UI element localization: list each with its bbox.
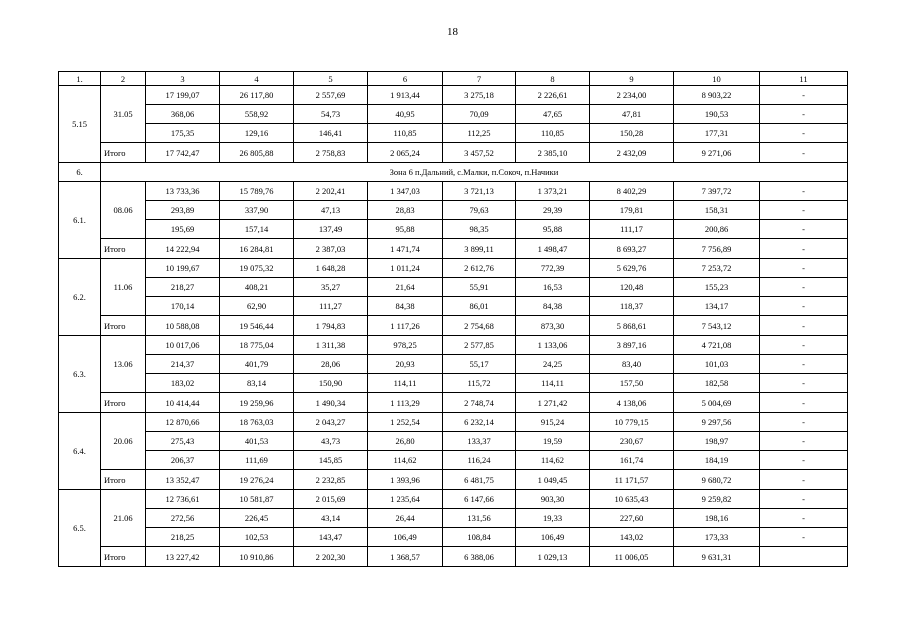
total-value-cell: 3 899,11 xyxy=(443,239,516,259)
total-value-cell: 1 794,83 xyxy=(294,316,368,336)
total-row xyxy=(59,143,848,163)
value-cell: - xyxy=(760,124,848,143)
total-value-cell: 1 393,96 xyxy=(368,470,443,490)
total-value-cell: 8 693,27 xyxy=(590,239,674,259)
value-cell: 155,23 xyxy=(674,278,760,297)
value-cell: 24,25 xyxy=(516,355,590,374)
total-value-cell: 1 471,74 xyxy=(368,239,443,259)
total-value-cell: 2 748,74 xyxy=(443,393,516,413)
column-header: 3 xyxy=(146,72,220,86)
total-label: Итого xyxy=(101,316,146,336)
value-cell: 112,25 xyxy=(443,124,516,143)
total-value-cell: 2 385,10 xyxy=(516,143,590,163)
column-header: 11 xyxy=(760,72,848,86)
value-cell: 4 721,08 xyxy=(674,336,760,355)
total-value-cell: 1 498,47 xyxy=(516,239,590,259)
value-cell: 26 117,80 xyxy=(220,86,294,105)
section-date: 21.06 xyxy=(101,490,146,547)
section-number: 5.15 xyxy=(59,86,101,163)
value-cell: 16,53 xyxy=(516,278,590,297)
value-cell: 1 011,24 xyxy=(368,259,443,278)
total-value-cell: 3 457,52 xyxy=(443,143,516,163)
value-cell: 12 736,61 xyxy=(146,490,220,509)
value-cell: 161,74 xyxy=(590,451,674,470)
value-cell: - xyxy=(760,201,848,220)
value-cell: 17 199,07 xyxy=(146,86,220,105)
value-cell: 47,81 xyxy=(590,105,674,124)
value-cell: 173,33 xyxy=(674,528,760,547)
total-value-cell: 9 631,31 xyxy=(674,547,760,567)
value-cell: 1 648,28 xyxy=(294,259,368,278)
total-value-cell: 19 276,24 xyxy=(220,470,294,490)
value-cell: 118,37 xyxy=(590,297,674,316)
value-cell: 114,11 xyxy=(368,374,443,393)
value-cell: 195,69 xyxy=(146,220,220,239)
value-cell: 54,73 xyxy=(294,105,368,124)
table-row xyxy=(59,220,848,239)
value-cell: 12 870,66 xyxy=(146,413,220,432)
value-cell: 145,85 xyxy=(294,451,368,470)
total-value-cell: 19 259,96 xyxy=(220,393,294,413)
value-cell: 108,84 xyxy=(443,528,516,547)
total-value-cell: 14 222,94 xyxy=(146,239,220,259)
value-cell: 1 347,03 xyxy=(368,182,443,201)
value-cell: 102,53 xyxy=(220,528,294,547)
total-value-cell: - xyxy=(760,316,848,336)
section-number: 6.1. xyxy=(59,182,101,259)
column-header: 1. xyxy=(59,72,101,86)
value-cell: 200,86 xyxy=(674,220,760,239)
total-value-cell: 7 543,12 xyxy=(674,316,760,336)
table-row xyxy=(59,413,848,432)
value-cell: 18 775,04 xyxy=(220,336,294,355)
column-header: 8 xyxy=(516,72,590,86)
total-row xyxy=(59,239,848,259)
value-cell: 6 232,14 xyxy=(443,413,516,432)
total-value-cell: 7 756,89 xyxy=(674,239,760,259)
value-cell: 35,27 xyxy=(294,278,368,297)
value-cell: 120,48 xyxy=(590,278,674,297)
value-cell: 15 789,76 xyxy=(220,182,294,201)
value-cell: 1 252,54 xyxy=(368,413,443,432)
value-cell: 133,37 xyxy=(443,432,516,451)
column-header: 10 xyxy=(674,72,760,86)
value-cell: - xyxy=(760,355,848,374)
total-value-cell: 9 271,06 xyxy=(674,143,760,163)
header-row xyxy=(59,72,848,86)
value-cell: 43,73 xyxy=(294,432,368,451)
value-cell: - xyxy=(760,413,848,432)
value-cell: 368,06 xyxy=(146,105,220,124)
section-number: 6.4. xyxy=(59,413,101,490)
value-cell: - xyxy=(760,374,848,393)
value-cell: 131,56 xyxy=(443,509,516,528)
value-cell: 214,37 xyxy=(146,355,220,374)
value-cell: 2 557,69 xyxy=(294,86,368,105)
value-cell: - xyxy=(760,220,848,239)
value-cell: 111,69 xyxy=(220,451,294,470)
value-cell: 2 577,85 xyxy=(443,336,516,355)
value-cell: 62,90 xyxy=(220,297,294,316)
value-cell: 3 897,16 xyxy=(590,336,674,355)
value-cell: 98,35 xyxy=(443,220,516,239)
total-value-cell: 2 432,09 xyxy=(590,143,674,163)
value-cell: 43,14 xyxy=(294,509,368,528)
value-cell: 114,62 xyxy=(516,451,590,470)
value-cell: 915,24 xyxy=(516,413,590,432)
total-row xyxy=(59,470,848,490)
value-cell: 13 733,36 xyxy=(146,182,220,201)
total-label: Итого xyxy=(101,143,146,163)
value-cell: - xyxy=(760,490,848,509)
value-cell: 143,47 xyxy=(294,528,368,547)
total-value-cell: 1 113,29 xyxy=(368,393,443,413)
page-number: 18 xyxy=(447,26,458,38)
value-cell: 115,72 xyxy=(443,374,516,393)
value-cell: - xyxy=(760,105,848,124)
total-value-cell: 16 284,81 xyxy=(220,239,294,259)
value-cell: 21,64 xyxy=(368,278,443,297)
value-cell: 134,17 xyxy=(674,297,760,316)
value-cell: 18 763,03 xyxy=(220,413,294,432)
value-cell: 114,11 xyxy=(516,374,590,393)
table-row xyxy=(59,124,848,143)
value-cell: 47,13 xyxy=(294,201,368,220)
value-cell: 110,85 xyxy=(516,124,590,143)
value-cell: 28,06 xyxy=(294,355,368,374)
value-cell: - xyxy=(760,86,848,105)
column-header: 6 xyxy=(368,72,443,86)
value-cell: 1 133,06 xyxy=(516,336,590,355)
total-label: Итого xyxy=(101,239,146,259)
table-body xyxy=(59,72,848,567)
section-number: 6.3. xyxy=(59,336,101,413)
value-cell: 95,88 xyxy=(516,220,590,239)
section-date: 20.06 xyxy=(101,413,146,470)
value-cell: 2 015,69 xyxy=(294,490,368,509)
value-cell: 28,83 xyxy=(368,201,443,220)
value-cell: - xyxy=(760,259,848,278)
table-row xyxy=(59,201,848,220)
total-value-cell: 19 546,44 xyxy=(220,316,294,336)
column-header: 7 xyxy=(443,72,516,86)
value-cell: 10 199,67 xyxy=(146,259,220,278)
total-value-cell: 13 227,42 xyxy=(146,547,220,567)
value-cell: 83,14 xyxy=(220,374,294,393)
value-cell: 29,39 xyxy=(516,201,590,220)
value-cell: 10 581,87 xyxy=(220,490,294,509)
total-value-cell: 9 680,72 xyxy=(674,470,760,490)
value-cell: 177,31 xyxy=(674,124,760,143)
column-header: 2 xyxy=(101,72,146,86)
total-value-cell: 6 481,75 xyxy=(443,470,516,490)
total-value-cell: 1 049,45 xyxy=(516,470,590,490)
value-cell: 106,49 xyxy=(516,528,590,547)
column-header: 9 xyxy=(590,72,674,86)
total-value-cell: 17 742,47 xyxy=(146,143,220,163)
data-table xyxy=(58,71,848,567)
total-value-cell: - xyxy=(760,393,848,413)
value-cell: 401,79 xyxy=(220,355,294,374)
value-cell: 198,97 xyxy=(674,432,760,451)
value-cell: 9 297,56 xyxy=(674,413,760,432)
value-cell: 111,27 xyxy=(294,297,368,316)
value-cell: 157,14 xyxy=(220,220,294,239)
value-cell: 9 259,82 xyxy=(674,490,760,509)
value-cell: 2 234,00 xyxy=(590,86,674,105)
value-cell: 83,40 xyxy=(590,355,674,374)
zone-title: Зона 6 п.Дальний, с.Малки, п.Сокоч, п.Начики xyxy=(101,163,848,182)
total-row xyxy=(59,316,848,336)
value-cell: 55,17 xyxy=(443,355,516,374)
table-row xyxy=(59,528,848,547)
value-cell: 101,03 xyxy=(674,355,760,374)
value-cell: 3 275,18 xyxy=(443,86,516,105)
value-cell: 1 311,38 xyxy=(294,336,368,355)
total-value-cell: 2 232,85 xyxy=(294,470,368,490)
value-cell: 272,56 xyxy=(146,509,220,528)
value-cell: 137,49 xyxy=(294,220,368,239)
value-cell: 26,80 xyxy=(368,432,443,451)
value-cell: 184,19 xyxy=(674,451,760,470)
value-cell: 110,85 xyxy=(368,124,443,143)
value-cell: 175,35 xyxy=(146,124,220,143)
value-cell: - xyxy=(760,451,848,470)
value-cell: 129,16 xyxy=(220,124,294,143)
section-date: 31.05 xyxy=(101,86,146,143)
value-cell: 40,95 xyxy=(368,105,443,124)
total-value-cell: 4 138,06 xyxy=(590,393,674,413)
value-cell: 772,39 xyxy=(516,259,590,278)
value-cell: 2 202,41 xyxy=(294,182,368,201)
value-cell: 226,45 xyxy=(220,509,294,528)
value-cell: 8 903,22 xyxy=(674,86,760,105)
total-value-cell: 1 368,57 xyxy=(368,547,443,567)
table-row xyxy=(59,182,848,201)
total-label: Итого xyxy=(101,470,146,490)
total-value-cell: 5 004,69 xyxy=(674,393,760,413)
total-value-cell: 873,30 xyxy=(516,316,590,336)
value-cell: 218,27 xyxy=(146,278,220,297)
table-row xyxy=(59,432,848,451)
value-cell: 47,65 xyxy=(516,105,590,124)
table-row xyxy=(59,259,848,278)
total-value-cell: 6 388,06 xyxy=(443,547,516,567)
total-value-cell: 2 387,03 xyxy=(294,239,368,259)
total-row xyxy=(59,547,848,567)
value-cell: 150,90 xyxy=(294,374,368,393)
table-row xyxy=(59,451,848,470)
value-cell: 84,38 xyxy=(368,297,443,316)
value-cell: 218,25 xyxy=(146,528,220,547)
value-cell: 150,28 xyxy=(590,124,674,143)
total-value-cell: - xyxy=(760,143,848,163)
value-cell: 337,90 xyxy=(220,201,294,220)
value-cell: 95,88 xyxy=(368,220,443,239)
value-cell: 19,33 xyxy=(516,509,590,528)
section-date: 11.06 xyxy=(101,259,146,316)
table-row xyxy=(59,490,848,509)
column-header: 5 xyxy=(294,72,368,86)
value-cell: 79,63 xyxy=(443,201,516,220)
total-value-cell: 5 868,61 xyxy=(590,316,674,336)
total-value-cell: 2 065,24 xyxy=(368,143,443,163)
value-cell: 5 629,76 xyxy=(590,259,674,278)
value-cell: 19 075,32 xyxy=(220,259,294,278)
value-cell: 1 913,44 xyxy=(368,86,443,105)
value-cell: 558,92 xyxy=(220,105,294,124)
value-cell: 408,21 xyxy=(220,278,294,297)
value-cell: 190,53 xyxy=(674,105,760,124)
table-row xyxy=(59,105,848,124)
value-cell: 7 253,72 xyxy=(674,259,760,278)
value-cell: 1 373,21 xyxy=(516,182,590,201)
value-cell: 19,59 xyxy=(516,432,590,451)
total-value-cell: 1 029,13 xyxy=(516,547,590,567)
value-cell: 55,91 xyxy=(443,278,516,297)
value-cell: 146,41 xyxy=(294,124,368,143)
value-cell: 903,30 xyxy=(516,490,590,509)
zone-number: 6. xyxy=(59,163,101,182)
value-cell: 8 402,29 xyxy=(590,182,674,201)
value-cell: 978,25 xyxy=(368,336,443,355)
table-row xyxy=(59,278,848,297)
total-value-cell: 1 117,26 xyxy=(368,316,443,336)
value-cell: 116,24 xyxy=(443,451,516,470)
table-row xyxy=(59,297,848,316)
total-value-cell: 10 588,08 xyxy=(146,316,220,336)
total-value-cell: - xyxy=(760,239,848,259)
total-value-cell: 10 910,86 xyxy=(220,547,294,567)
value-cell: 84,38 xyxy=(516,297,590,316)
total-value-cell: 10 414,44 xyxy=(146,393,220,413)
value-cell: - xyxy=(760,297,848,316)
table-row xyxy=(59,86,848,105)
value-cell: 143,02 xyxy=(590,528,674,547)
value-cell: 3 721,13 xyxy=(443,182,516,201)
value-cell: 179,81 xyxy=(590,201,674,220)
table-row xyxy=(59,355,848,374)
table-row xyxy=(59,336,848,355)
value-cell: 206,37 xyxy=(146,451,220,470)
value-cell: 182,58 xyxy=(674,374,760,393)
total-value-cell: 1 490,34 xyxy=(294,393,368,413)
value-cell: 86,01 xyxy=(443,297,516,316)
value-cell: 158,31 xyxy=(674,201,760,220)
value-cell: 198,16 xyxy=(674,509,760,528)
value-cell: 227,60 xyxy=(590,509,674,528)
total-value-cell: 1 271,42 xyxy=(516,393,590,413)
value-cell: 2 226,61 xyxy=(516,86,590,105)
value-cell: - xyxy=(760,182,848,201)
total-label: Итого xyxy=(101,393,146,413)
value-cell: 114,62 xyxy=(368,451,443,470)
value-cell: 10 017,06 xyxy=(146,336,220,355)
table-row xyxy=(59,374,848,393)
total-row xyxy=(59,393,848,413)
value-cell: - xyxy=(760,528,848,547)
total-value-cell: - xyxy=(760,470,848,490)
value-cell: 26,44 xyxy=(368,509,443,528)
value-cell: 6 147,66 xyxy=(443,490,516,509)
value-cell: 2 612,76 xyxy=(443,259,516,278)
total-value-cell: 13 352,47 xyxy=(146,470,220,490)
value-cell: 293,89 xyxy=(146,201,220,220)
total-value-cell: 11 006,05 xyxy=(590,547,674,567)
zone-row xyxy=(59,163,848,182)
value-cell: - xyxy=(760,432,848,451)
value-cell: 20,93 xyxy=(368,355,443,374)
section-number: 6.2. xyxy=(59,259,101,336)
value-cell: 10 779,15 xyxy=(590,413,674,432)
total-value-cell: 26 805,88 xyxy=(220,143,294,163)
total-value-cell: 2 754,68 xyxy=(443,316,516,336)
value-cell: 70,09 xyxy=(443,105,516,124)
value-cell: 230,67 xyxy=(590,432,674,451)
table-row xyxy=(59,509,848,528)
value-cell: 106,49 xyxy=(368,528,443,547)
value-cell: 157,50 xyxy=(590,374,674,393)
value-cell: - xyxy=(760,509,848,528)
value-cell: 401,53 xyxy=(220,432,294,451)
total-value-cell: 11 171,57 xyxy=(590,470,674,490)
section-date: 08.06 xyxy=(101,182,146,239)
value-cell: - xyxy=(760,336,848,355)
section-number: 6.5. xyxy=(59,490,101,567)
value-cell: 1 235,64 xyxy=(368,490,443,509)
value-cell: 111,17 xyxy=(590,220,674,239)
total-label: Итого xyxy=(101,547,146,567)
section-date: 13.06 xyxy=(101,336,146,393)
value-cell: 10 635,43 xyxy=(590,490,674,509)
total-value-cell: 2 758,83 xyxy=(294,143,368,163)
value-cell: 170,14 xyxy=(146,297,220,316)
value-cell: 7 397,72 xyxy=(674,182,760,201)
total-value-cell: 2 202,30 xyxy=(294,547,368,567)
value-cell: 2 043,27 xyxy=(294,413,368,432)
value-cell: - xyxy=(760,278,848,297)
value-cell: 275,43 xyxy=(146,432,220,451)
total-value-cell xyxy=(760,547,848,567)
column-header: 4 xyxy=(220,72,294,86)
value-cell: 183,02 xyxy=(146,374,220,393)
